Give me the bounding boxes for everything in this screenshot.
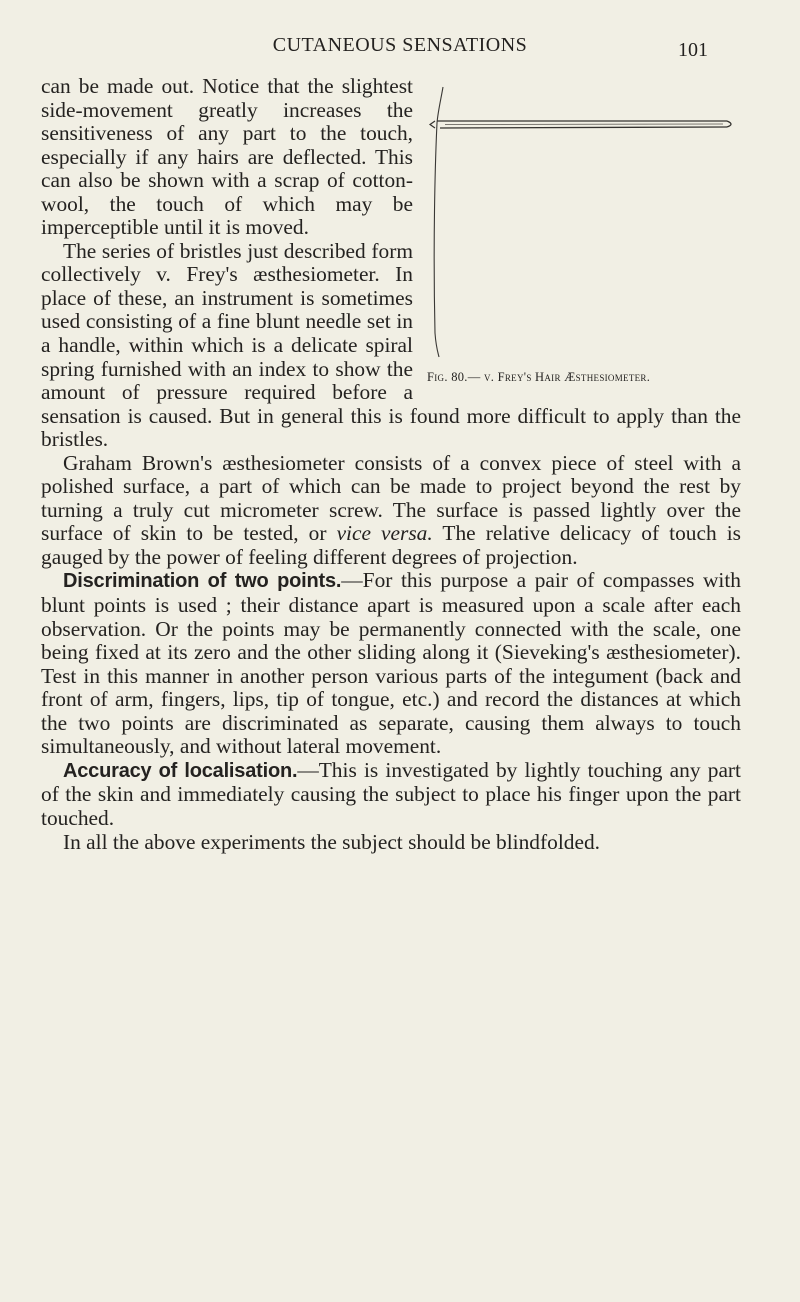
figure-title: v. Frey's Hair Æsthesiometer. [483,370,651,384]
paragraph-4-text: —For this purpose a pair of compasses with blunt points is used ; their distance apart is measured upon a scale after each observation. Or the points may be permanently connected with the scale, one being fixed at its zero and the other sliding along it (Sieveking's æsthesiometer). Test in this manner in another person various parts of the integument (back and front of arm, fingers, lips, tip of tongue, etc.) and record the distances at which the two points are discriminated as separate, causing them always to touch simultaneously, and without lateral movement. [41,568,741,759]
running-head [0,34,800,64]
paragraph-5 [41,759,741,831]
page-number: 101 [678,39,708,61]
paragraph-3-text-b: The relative delicacy of touch is gauged by the power of feeling different degrees of projection. [41,521,741,569]
section-heading-discrimination: Discrimination of two points. [63,570,342,593]
paragraph-5-text: —This is investigated by lightly touching any part of the skin and immediately causing the subject to place his finger upon the part touched. [41,757,742,830]
paragraph-2: The series of bristles just described form collectively v. Frey's æsthesiometer. In place of these, an instrument is sometimes used consisting of a fine blunt needle set in a handle, within which is a delicate spiral spring furnished with an index to show the amount of pressure required before a sensation is caused. But in general this is found more difficult to apply than the bristles. [41,238,741,452]
figure-80 [423,85,741,387]
section-heading-localisation: Accuracy of localisation. [63,759,298,782]
body-text [41,75,741,854]
hair-aesthesiometer-illustration [423,85,741,365]
paragraph-3-text-a: Graham Brown's æsthesiometer consists of a convex piece of steel with a polished surface, a part of which can be made to project beyond the rest by turning a truly cut micrometer screw. The surface is passed lightly over the surface of skin to be tested, or [41,450,741,546]
handle-inner-line [445,124,723,125]
figure-number: Fig. 80.— [427,370,481,384]
handle-tip [430,121,435,128]
paragraph-3-italic: vice versa. [336,521,433,546]
handle-lower-edge [440,127,727,128]
handle-end [727,121,731,127]
paragraph-3 [41,452,741,570]
paragraph-6: In all the above experiments the subject should be blindfolded. [63,829,601,854]
paragraph-4 [41,569,741,758]
running-title: CUTANEOUS SENSATIONS [272,34,528,56]
paragraph-1: can be made out. Notice that the slightest side-movement greatly increases the sensitiveness of any part to the touch, especially if any hairs are deflected. This can also be shown with a scrap of cotton-wool, the touch of which may be imperceptible until it is moved. [41,74,413,240]
figure-caption [427,366,741,390]
